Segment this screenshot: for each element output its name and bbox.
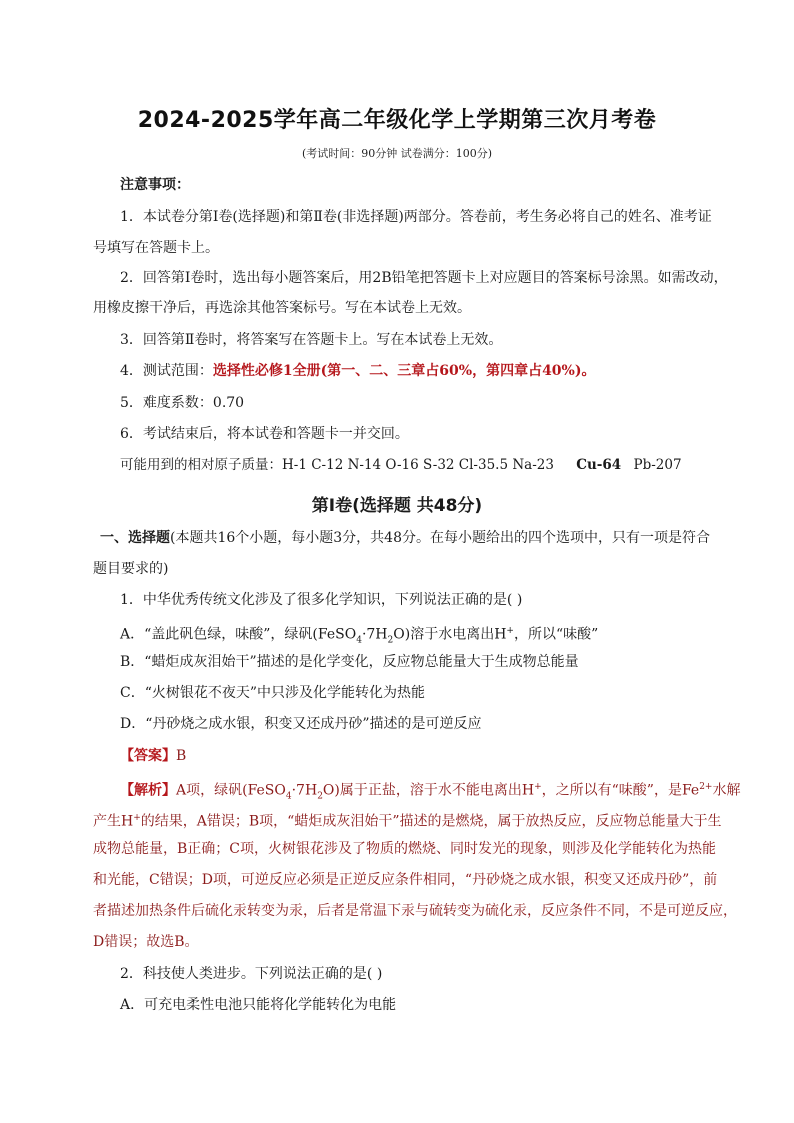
q2-stem: 2．科技使人类进步。下列说法正确的是( ) xyxy=(120,966,383,982)
notice-item-1-line-2: 号填写在答题卡上。 xyxy=(93,240,219,256)
q1-analysis-line-3: 成物总能量，B正确；C项，火树银花涉及了物质的燃烧、同时发光的现象，则涉及化学能转化为热能 xyxy=(93,841,716,857)
q1-stem: 1．中华优秀传统文化涉及了很多化学知识，下列说法正确的是( ) xyxy=(120,592,523,608)
q1-option-c: C．“火树银花不夜天”中只涉及化学能转化为热能 xyxy=(120,685,426,701)
an-l1-sup: + xyxy=(534,782,542,792)
an-l1-c: O)属于正盐，溶于水不能电离出H xyxy=(322,782,535,799)
exam-title: 2024-2025学年高二年级化学上学期第三次月考卷 xyxy=(137,108,657,133)
q1-analysis-line-1 xyxy=(120,777,740,806)
notice-item-2-line-1: 2．回答第Ⅰ卷时，选出每小题答案后，用2B铅笔把答题卡上对应题目的答案标号涂黑。如需改动， xyxy=(120,270,728,286)
q1-option-d: D．“丹砂烧之成水银，积变又还成丹砂”描述的是可逆反应 xyxy=(120,716,482,732)
an-l2-sup: + xyxy=(133,813,141,823)
q1-option-a xyxy=(120,621,598,650)
an-l1-d: ，之所以有“味酸”，是Fe xyxy=(541,782,700,799)
atomic-mass-cu: Cu-64 xyxy=(576,457,622,473)
q1-analysis-line-6: D错误；故选B。 xyxy=(93,934,199,950)
q1-option-b: B．“蜡炬成灰泪始干”描述的是化学变化，反应物总能量大于生成物总能量 xyxy=(120,654,579,670)
notice-heading: 注意事项： xyxy=(120,177,190,193)
atomic-mass-pb: Pb-207 xyxy=(633,457,682,473)
notice-item-1-line-1: 1．本试卷分第Ⅰ卷(选择题)和第Ⅱ卷(非选择题)两部分。答卷前，考生务必将自己的姓名、准考证 xyxy=(120,209,712,225)
an-l1-e: 水解 xyxy=(712,782,741,799)
notice-item-2-line-2: 用橡皮擦干净后，再选涂其他答案标号。写在本试卷上无效。 xyxy=(93,300,471,316)
q1-a-sub-1: 4 xyxy=(356,635,362,646)
answer-label: 【答案】 xyxy=(120,748,176,764)
an-l1-sub: 4 xyxy=(285,791,292,802)
section-intro-text: (本题共16个小题，每小题3分，共48分。在每小题给出的四个选项中，只有一项是符合 xyxy=(170,530,710,546)
an-l1-sub2: 2 xyxy=(317,791,323,802)
q1-a-text-4: ，所以“味酸” xyxy=(513,626,599,643)
q2-option-a: A．可充电柔性电池只能将化学能转化为电能 xyxy=(120,997,397,1013)
q1-analysis-line-4: 和光能，C错误；D项，可逆反应必须是正逆反应条件相同，“丹砂烧之成水银，积变又还成丹砂”，前 xyxy=(93,872,718,888)
notice-item-6: 6．考试结束后，将本试卷和答题卡一并交回。 xyxy=(120,426,409,442)
q1-a-sup: + xyxy=(506,626,514,636)
an-l2-b: 的结果，A错误；B项，“蜡炬成灰泪始干”描述的是燃烧，属于放热反应，反应物总能量大于生 xyxy=(140,813,722,830)
notice-item-4-prefix: 4．测试范围： xyxy=(120,363,213,379)
exam-subtitle: (考试时间：90分钟 试卷满分：100分) xyxy=(301,147,493,160)
section-title: 第Ⅰ卷(选择题 共48分) xyxy=(311,496,483,516)
an-l2-a: 产生H xyxy=(93,813,134,830)
q1-a-text-1: A．“盖此矾色绿，味酸”，绿矾(FeSO xyxy=(120,626,357,643)
answer-value: B xyxy=(176,748,187,764)
atomic-masses xyxy=(120,455,682,475)
section-intro-label: 一、选择题 xyxy=(100,530,170,546)
analysis-label: 【解析】 xyxy=(120,782,176,799)
section-intro-line-1 xyxy=(100,528,710,548)
q1-a-text-2: ·7H xyxy=(361,626,388,643)
an-l1-sup2: 2+ xyxy=(699,782,713,792)
an-l1-b: ·7H xyxy=(291,782,318,799)
notice-item-4 xyxy=(120,361,595,381)
notice-item-5: 5．难度系数：0.70 xyxy=(120,395,245,411)
an-l1-a: A项，绿矾(FeSO xyxy=(176,782,286,799)
q1-answer xyxy=(120,746,186,766)
test-range: 选择性必修1全册(第一、二、三章占60%，第四章占40%)。 xyxy=(212,363,596,379)
q1-a-sub-2: 2 xyxy=(387,635,394,646)
atomic-masses-prefix: 可能用到的相对原子质量：H-1 C-12 N-14 O-16 S-32 Cl-35.5 Na-23 xyxy=(120,457,554,473)
q1-analysis-line-2 xyxy=(93,808,721,832)
q1-a-text-3: O)溶于水电离出H xyxy=(393,626,507,643)
notice-item-3: 3．回答第Ⅱ卷时，将答案写在答题卡上。写在本试卷上无效。 xyxy=(120,332,503,348)
q1-analysis-line-5: 者描述加热条件后硫化汞转变为汞，后者是常温下汞与硫转变为硫化汞，反应条件不同，不是可逆反应， xyxy=(93,903,737,919)
section-intro-line-2: 题目要求的) xyxy=(93,561,169,577)
